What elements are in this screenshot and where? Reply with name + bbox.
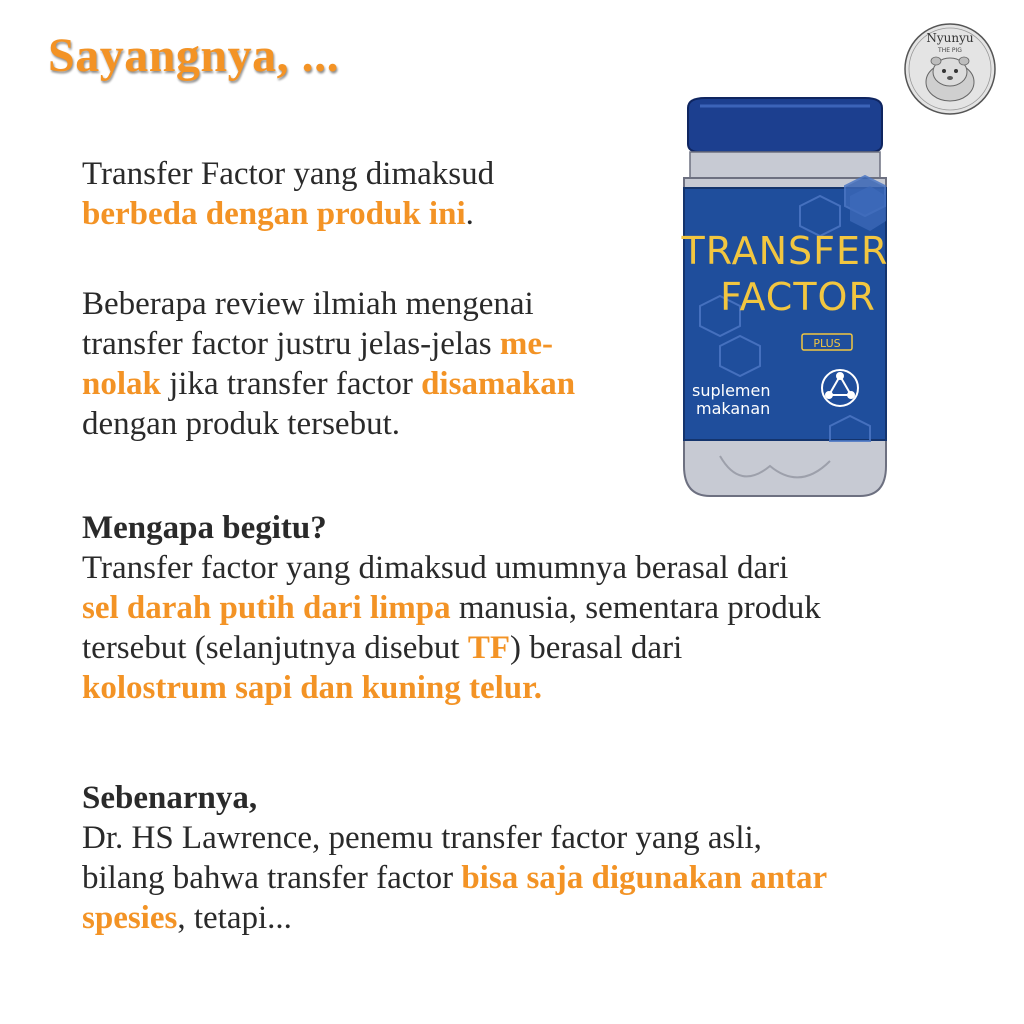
jar-sub-line1: suplemen: [692, 381, 771, 400]
subheading: Sebenarnya,: [82, 780, 258, 816]
highlight-text: nolak: [82, 366, 161, 402]
highlight-text: bisa saja digunakan antar: [461, 860, 828, 896]
highlight-text: spesies: [82, 900, 178, 936]
highlight-text: TF: [467, 630, 510, 666]
paragraph-why: Mengapa begitu? Transfer factor yang dimaksud umumnya berasal dari sel darah putih dari limpa manusia, sementara produk tersebut (selanjutnya disebut TF) berasal dari kolostrum sapi dan kuning telur.: [82, 510, 821, 706]
jar-brand-line1: TRANSFER: [681, 229, 889, 273]
logo-text: Nyunyu: [926, 31, 974, 45]
guinea-pig-logo-icon: [903, 22, 997, 116]
paragraph-review: Beberapa review ilmiah mengenai transfer factor justru jelas-jelas me- nolak jika transfer factor disamakan dengan produk tersebut.: [82, 286, 576, 442]
highlight-text: disamakan: [421, 366, 576, 402]
jar-sub-line2: makanan: [696, 399, 771, 418]
jar-badge: PLUS: [813, 337, 841, 350]
logo-subtext: THE PIG: [938, 47, 962, 54]
page-title: Sayangnya, ...: [48, 29, 340, 82]
paragraph-actually: Sebenarnya, Dr. HS Lawrence, penemu transfer factor yang asli, bilang bahwa transfer factor bisa saja digunakan antar spesies, tetapi...: [82, 780, 828, 936]
transfer-factor-jar-illustration: [680, 96, 890, 501]
subheading: Mengapa begitu?: [82, 510, 327, 546]
highlight-text: kolostrum sapi dan kuning telur.: [82, 670, 543, 706]
paragraph-intro: Transfer Factor yang dimaksud berbeda dengan produk ini.: [82, 156, 495, 232]
highlight-text: sel darah putih dari limpa: [82, 590, 451, 626]
jar-brand-line2: FACTOR: [720, 275, 876, 319]
highlight-text: me-: [499, 326, 553, 362]
highlight-text: berbeda dengan produk ini: [82, 196, 466, 232]
